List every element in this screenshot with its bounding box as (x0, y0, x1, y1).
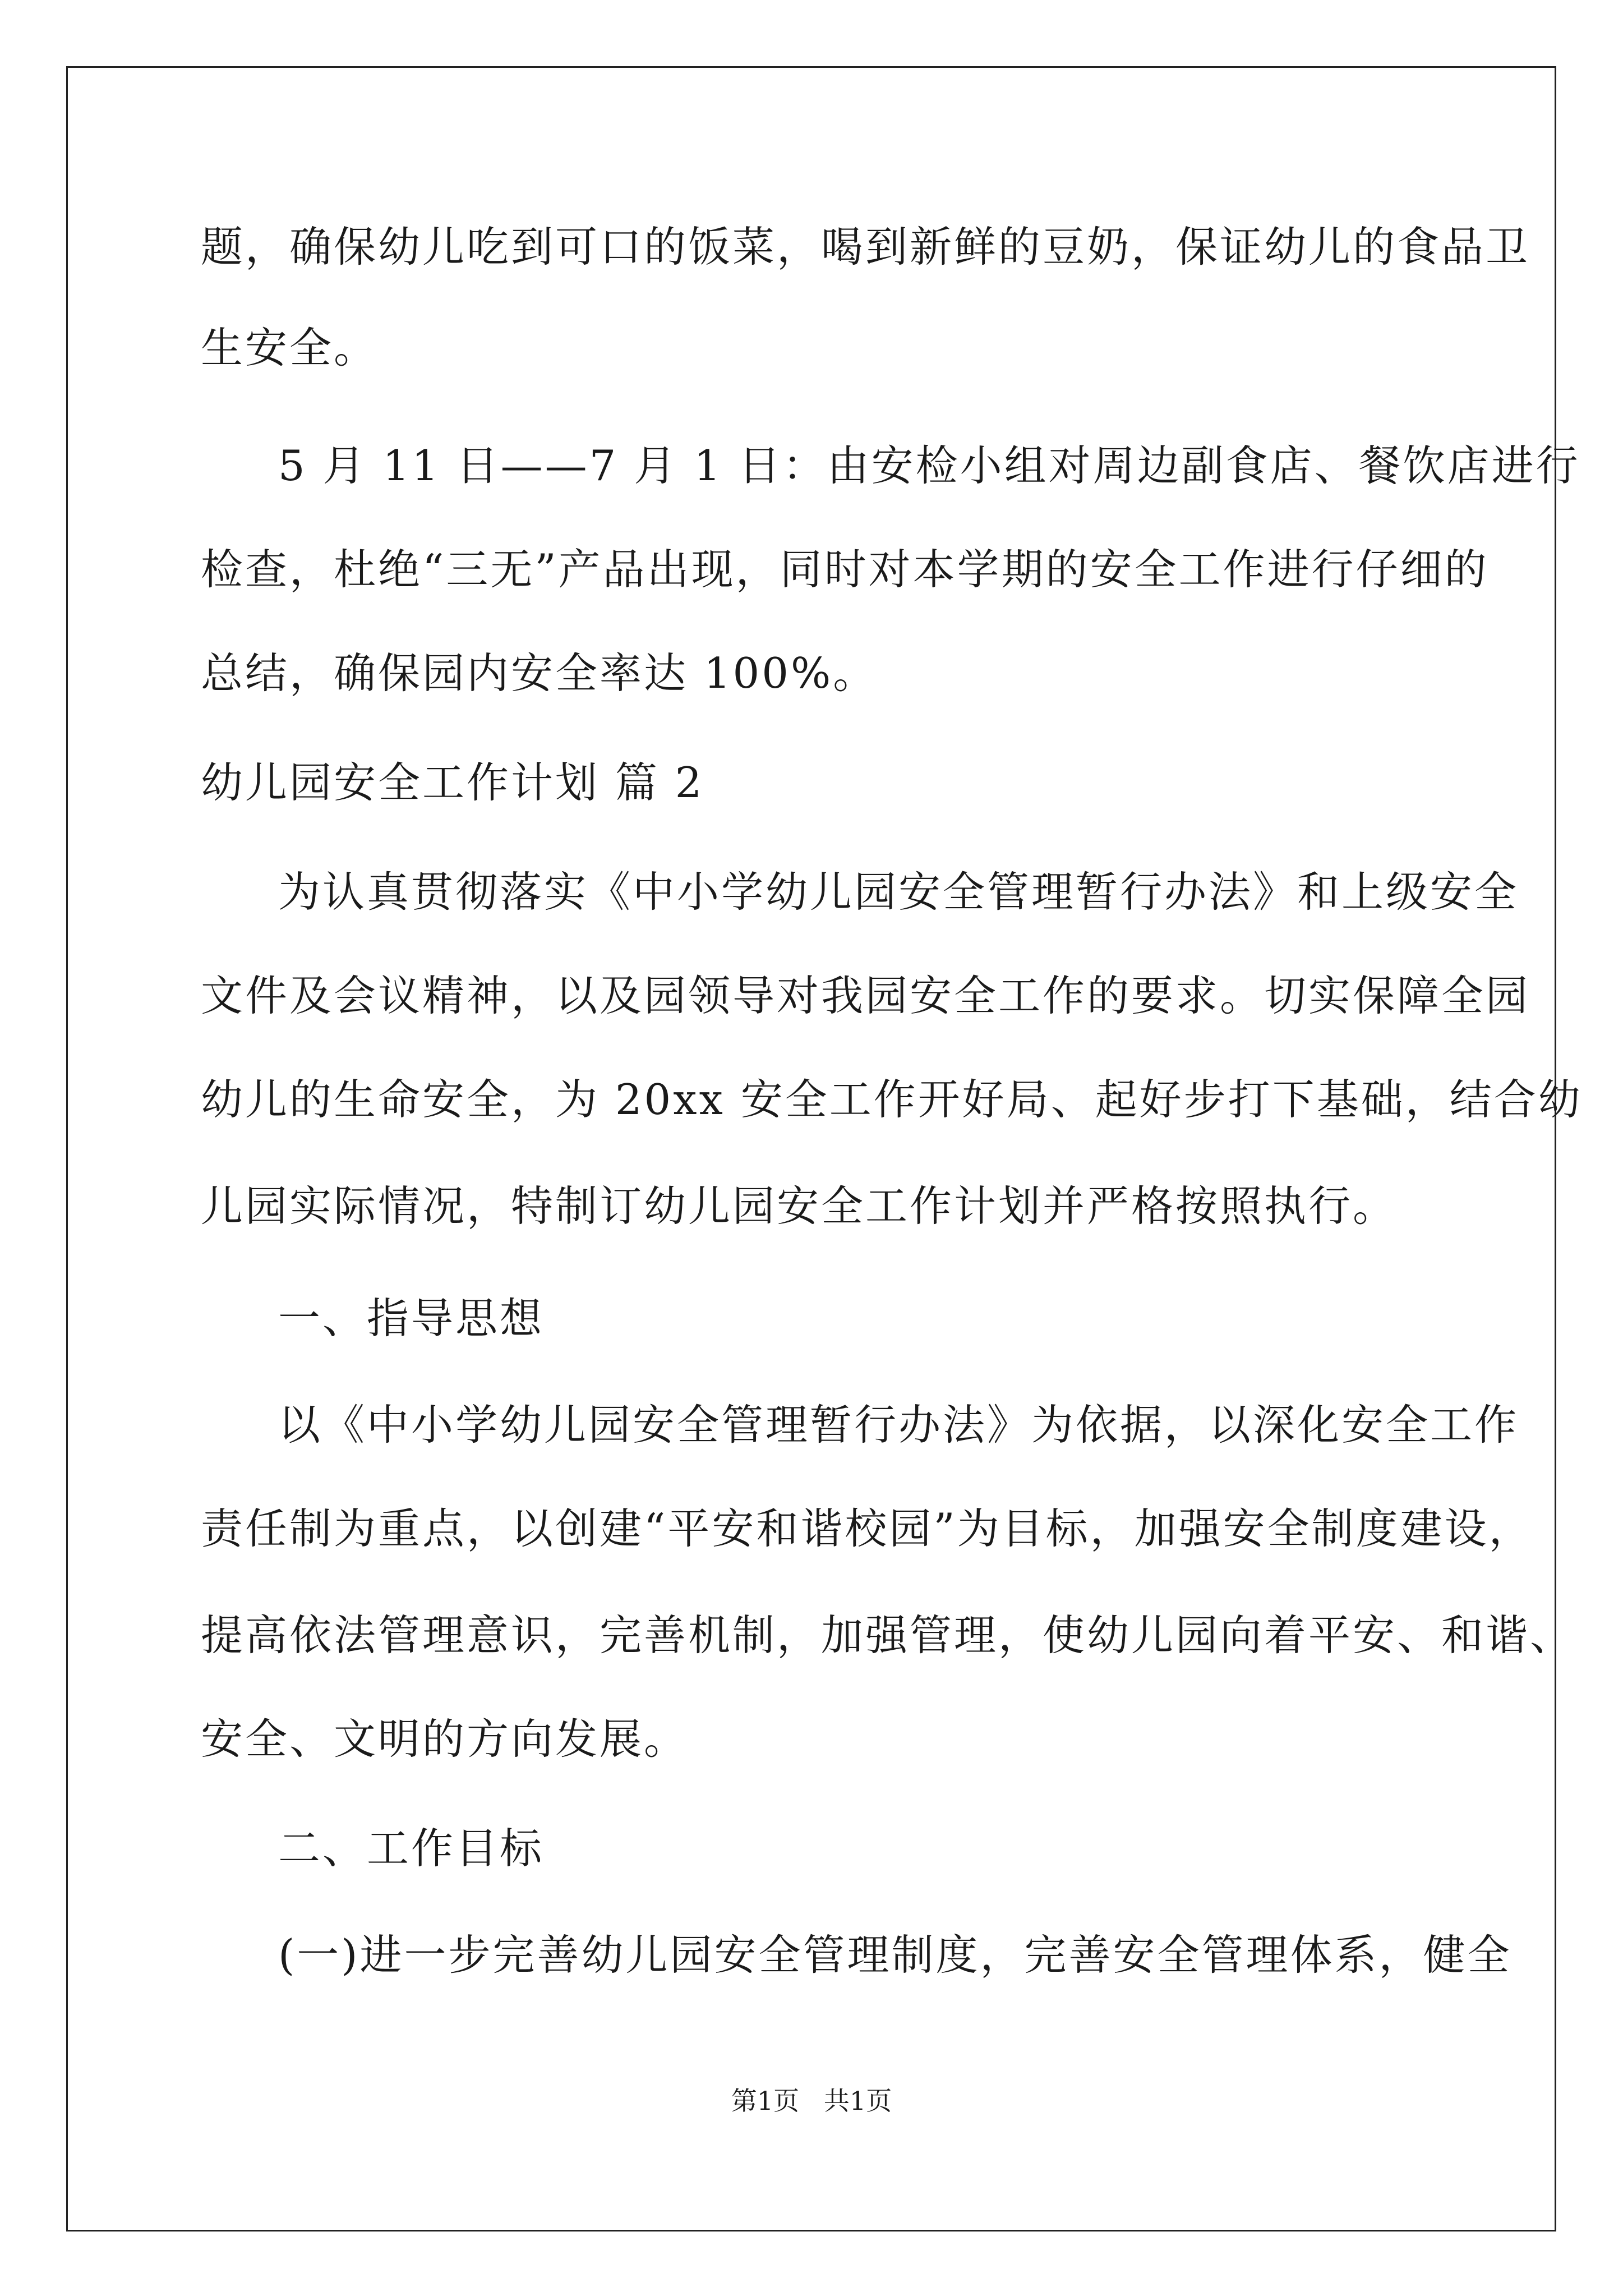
page-footer: 第1页 共1页 (731, 2086, 892, 2116)
paragraph-line: 责任制为重点，以创建“平安和谐校园”为目标，加强安全制度建设， (201, 1504, 1533, 1553)
paragraph-line: 为认真贯彻落实《中小学幼儿园安全管理暂行办法》和上级安全 (278, 867, 1519, 917)
paragraph-line: 提高依法管理意识，完善机制，加强管理，使幼儿园向着平安、和谐、 (201, 1611, 1575, 1660)
subsection-heading: 二、工作目标 (278, 1824, 545, 1873)
paragraph-line: 文件及会议精神，以及园领导对我园安全工作的要求。切实保障全园 (201, 971, 1530, 1020)
page-border (66, 66, 1556, 2231)
paragraph-line: 以《中小学幼儿园安全管理暂行办法》为依据，以深化安全工作 (278, 1400, 1519, 1450)
paragraph-line: 检查，杜绝“三无”产品出现，同时对本学期的安全工作进行仔细的 (201, 545, 1489, 594)
paragraph-line: 5 月 11 日——7 月 1 日：由安检小组对周边副食店、餐饮店进行 (278, 441, 1580, 490)
paragraph-line: 总结，确保园内安全率达 100%。 (201, 648, 878, 698)
paragraph-line: 儿园实际情况，特制订幼儿园安全工作计划并严格按照执行。 (201, 1181, 1398, 1231)
paragraph-line: (一)进一步完善幼儿园安全管理制度，完善安全管理体系，健全 (278, 1930, 1512, 1980)
paragraph-line: 安全、文明的方向发展。 (201, 1714, 689, 1764)
paragraph-line: 幼儿的生命安全，为 20xx 安全工作开好局、起好步打下基础，结合幼 (201, 1075, 1583, 1124)
paragraph-line: 题，确保幼儿吃到可口的饭菜，喝到新鲜的豆奶，保证幼儿的食品卫 (201, 222, 1530, 272)
paragraph-line: 生安全。 (201, 323, 379, 372)
subsection-heading: 一、指导思想 (278, 1294, 545, 1343)
section-heading: 幼儿园安全工作计划 篇 2 (201, 758, 704, 807)
